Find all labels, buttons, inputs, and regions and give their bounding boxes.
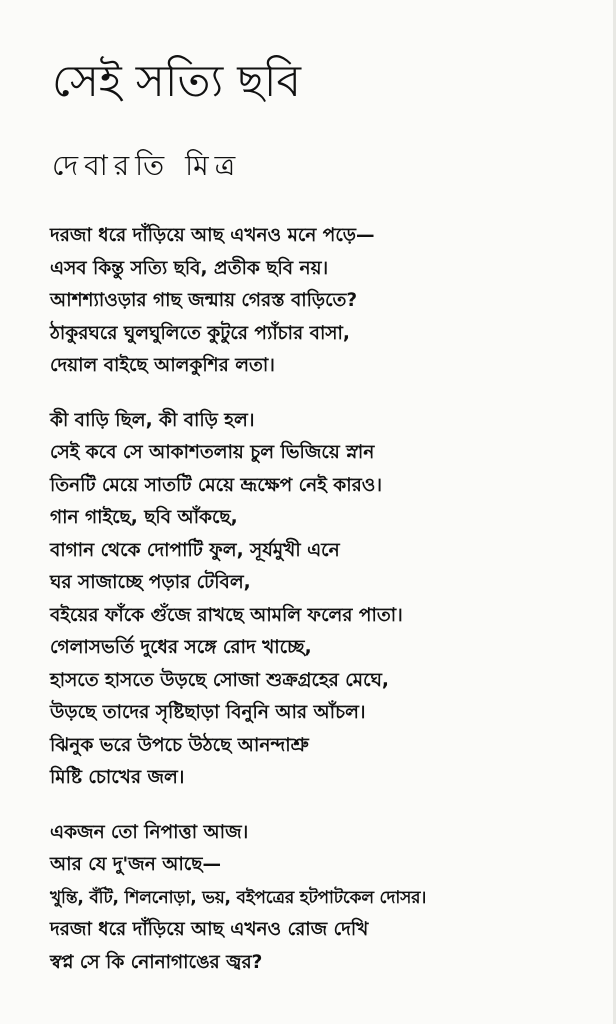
poem-line: সেই কবে সে আকাশতলায় চুল ভিজিয়ে স্নান	[50, 442, 375, 463]
poem-line: স্বপ্ন সে কি নোনাগাঙের জ্বর?	[50, 951, 263, 973]
poem-line: একজন তো নিপাত্তা আজ।	[50, 821, 249, 843]
poem-line: বইয়ের ফাঁকে গুঁজে রাখছে আমলি ফলের পাতা।	[50, 604, 403, 626]
poem-line: বাগান থেকে দোপাটি ফুল, সূর্যমুখী এনে	[50, 539, 340, 561]
poem-line: আশশ্যাওড়ার গাছ জন্মায় গেরস্ত বাড়িতে?	[50, 290, 358, 311]
poem-line: এসব কিন্তু সত্যি ছবি, প্রতীক ছবি নয়।	[50, 257, 329, 279]
poem-line: ঠাকুরঘরে ঘুলঘুলিতে কুটুরে প্যাঁচার বাসা,	[50, 322, 350, 344]
poem-line: গান গাইছে, ছবি আঁকছে,	[50, 507, 238, 528]
poem-line: মিষ্টি চোখের জল।	[50, 767, 185, 788]
poem-line: গেলাসভর্তি দুধের সঙ্গে রোদ খাচ্ছে,	[50, 637, 312, 658]
stanza-2	[50, 405, 610, 795]
poem-line: ঘর সাজাচ্ছে পড়ার টেবিল,	[50, 572, 251, 593]
poem-author: দেবারতি মিত্র	[52, 149, 242, 182]
poem-body	[50, 220, 610, 1001]
poem-line: কী বাড়ি ছিল, কী বাড়ি হল।	[50, 409, 255, 431]
poem-line: তিনটি মেয়ে সাতটি মেয়ে ভ্রূক্ষেপ নেই কারও।	[50, 474, 382, 496]
poem-title: সেই সত্যি ছবি	[52, 56, 301, 107]
stanza-1	[50, 220, 610, 383]
poem-line: দরজা ধরে দাঁড়িয়ে আছ এখনও মনে পড়ে—	[50, 225, 375, 246]
poem-line: উড়ছে তাদের সৃষ্টিছাড়া বিনুনি আর আঁচল।	[50, 702, 366, 723]
poem-line: দেয়াল বাইছে আলকুশির লতা।	[50, 355, 275, 376]
poem-line: ঝিনুক ভরে উপচে উঠছে আনন্দাশ্রু	[50, 734, 309, 756]
stanza-3	[50, 817, 610, 980]
poem-line: খুন্তি, বঁটি, শিলনোড়া, ভয়, বইপত্রের হটপাটকেল দোসর।	[50, 887, 427, 908]
poem-line: দরজা ধরে দাঁড়িয়ে আছ এখনও রোজ দেখি	[50, 919, 369, 940]
poem-line: হাসতে হাসতে উড়ছে সোজা শুক্রগ্রহের মেঘে,	[50, 669, 389, 691]
poem-line: আর যে দু'জন আছে—	[50, 854, 221, 875]
